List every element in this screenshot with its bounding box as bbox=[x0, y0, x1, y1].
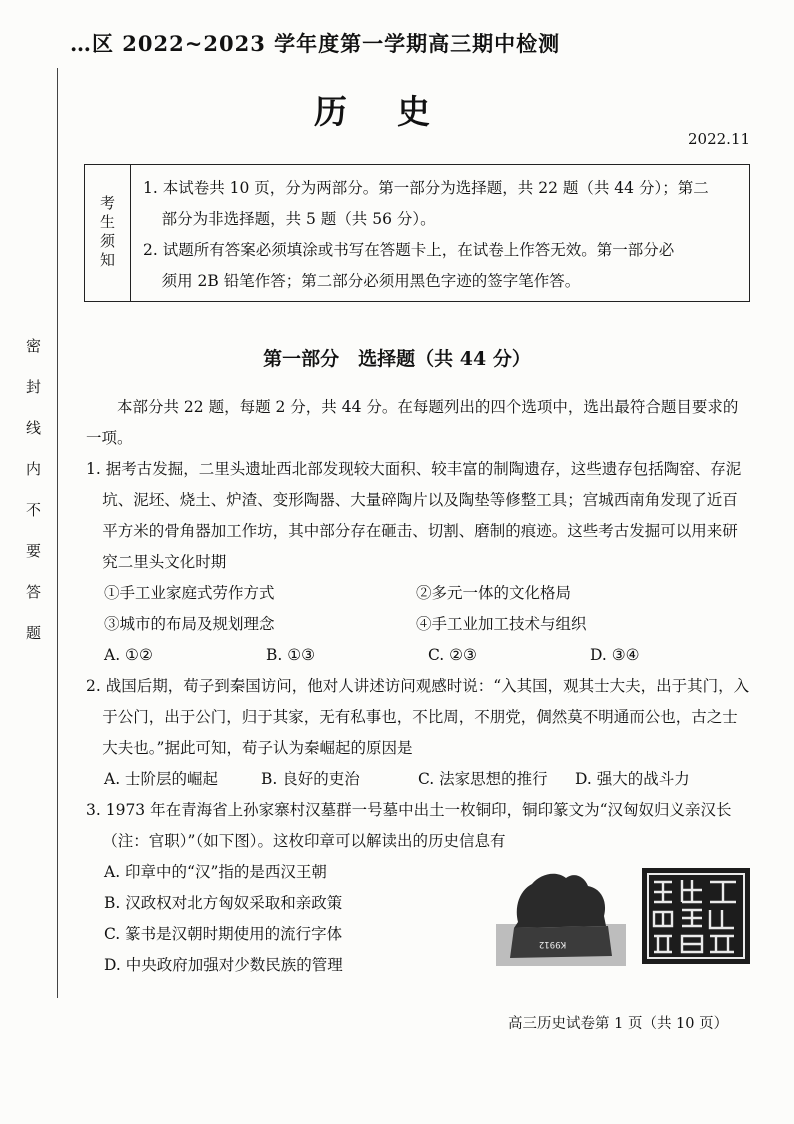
notice-line: 须用 2B 铅笔作答；第二部分必须用黑色字迹的签字笔作答。 bbox=[161, 272, 581, 290]
question-2-option: A. 士阶层的崛起 bbox=[104, 770, 219, 788]
exam-date: 2022.11 bbox=[688, 130, 751, 148]
question-1-options bbox=[86, 640, 752, 671]
seal-line-notice: 密封线内不要答题 bbox=[24, 338, 42, 666]
question-2-option: D. 强大的战斗力 bbox=[575, 770, 690, 788]
question-1-item: ①手工业家庭式劳作方式 bbox=[104, 584, 275, 602]
section-title: 第一部分 选择题（共 44 分） bbox=[263, 348, 531, 370]
question-3-option: C. 篆书是汉朝时期使用的流行字体 bbox=[104, 925, 343, 943]
notice-text bbox=[143, 173, 743, 297]
question-3-option: D. 中央政府加强对少数民族的管理 bbox=[104, 956, 343, 974]
question-1-item: ③城市的布局及规划理念 bbox=[104, 615, 275, 633]
question-1-option: B. ①③ bbox=[266, 646, 316, 664]
question-1-item: ④手工业加工技术与组织 bbox=[416, 615, 587, 633]
question-1-option: C. ②③ bbox=[428, 646, 477, 664]
exam-title: …区 2022~2023 学年度第一学期高三期中检测 bbox=[70, 31, 561, 56]
question-3-stem: 3. 1973 年在青海省上孙家寨村汉墓群一号墓中出土一枚铜印，铜印篆文为“汉匈奴归义亲汉长（注：官职）”（如下图）。这枚印章可以解读出的历史信息有 bbox=[86, 801, 732, 850]
bronze-seal-figure bbox=[496, 866, 752, 966]
notice-line: 1. 本试卷共 10 页，分为两部分。第一部分为选择题，共 22 题（共 44 分）；第二 bbox=[143, 179, 709, 197]
section-intro: 本部分共 22 题，每题 2 分，共 44 分。在每题列出的四个选项中，选出最符合题目要求的一项。 bbox=[86, 398, 739, 447]
notice-line: 2. 试题所有答案必须填涂或书写在答题卡上，在试卷上作答无效。第一部分必 bbox=[143, 241, 675, 259]
svg-text:K9912: K9912 bbox=[538, 939, 566, 949]
page-footer: 高三历史试卷第 1 页（共 10 页） bbox=[508, 1016, 729, 1032]
subject-title: 历史 bbox=[314, 92, 480, 131]
question-1-item: ②多元一体的文化格局 bbox=[416, 584, 572, 602]
binding-line bbox=[57, 68, 58, 998]
question-1-option: D. ③④ bbox=[590, 646, 640, 664]
notice-box bbox=[84, 164, 750, 302]
question-3-option: B. 汉政权对北方匈奴采取和亲政策 bbox=[104, 894, 343, 912]
question-1-option: A. ①② bbox=[104, 646, 153, 664]
notice-label: 考生须知 bbox=[85, 165, 131, 301]
question-2-option: B. 良好的吏治 bbox=[261, 770, 360, 788]
seal-object-image bbox=[496, 874, 626, 966]
question-2-option: C. 法家思想的推行 bbox=[418, 770, 548, 788]
notice-line: 部分为非选择题，共 5 题（共 56 分）。 bbox=[161, 210, 436, 228]
question-1-items-row bbox=[86, 578, 752, 609]
seal-impression-image bbox=[642, 868, 750, 964]
question-2-options bbox=[86, 764, 752, 795]
question-2-stem: 2. 战国后期，荀子到秦国访问，他对人讲述访问观感时说：“入其国，观其士大夫，出于其门，入于公门，出于公门，归于其家，无有私事也，不比周，不朋党，倜然莫不明通而公也，古之士大夫也。”据此可知，荀子认为秦崛起的原因是 bbox=[86, 677, 750, 757]
question-1-items-row bbox=[86, 609, 752, 640]
question-3-option: A. 印章中的“汉”指的是西汉王朝 bbox=[104, 863, 327, 881]
question-1-stem: 1. 据考古发掘，二里头遗址西北部发现较大面积、较丰富的制陶遗存，这些遗存包括陶窑、存泥坑、泥坯、烧土、炉渣、变形陶器、大量碎陶片以及陶垫等修整工具；宫城西南角发现了近百平方米的骨角器加工作坊，其中部分存在砸击、切割、磨制的痕迹。这些考古发掘可以用来研究二里头文化时期 bbox=[86, 460, 742, 571]
